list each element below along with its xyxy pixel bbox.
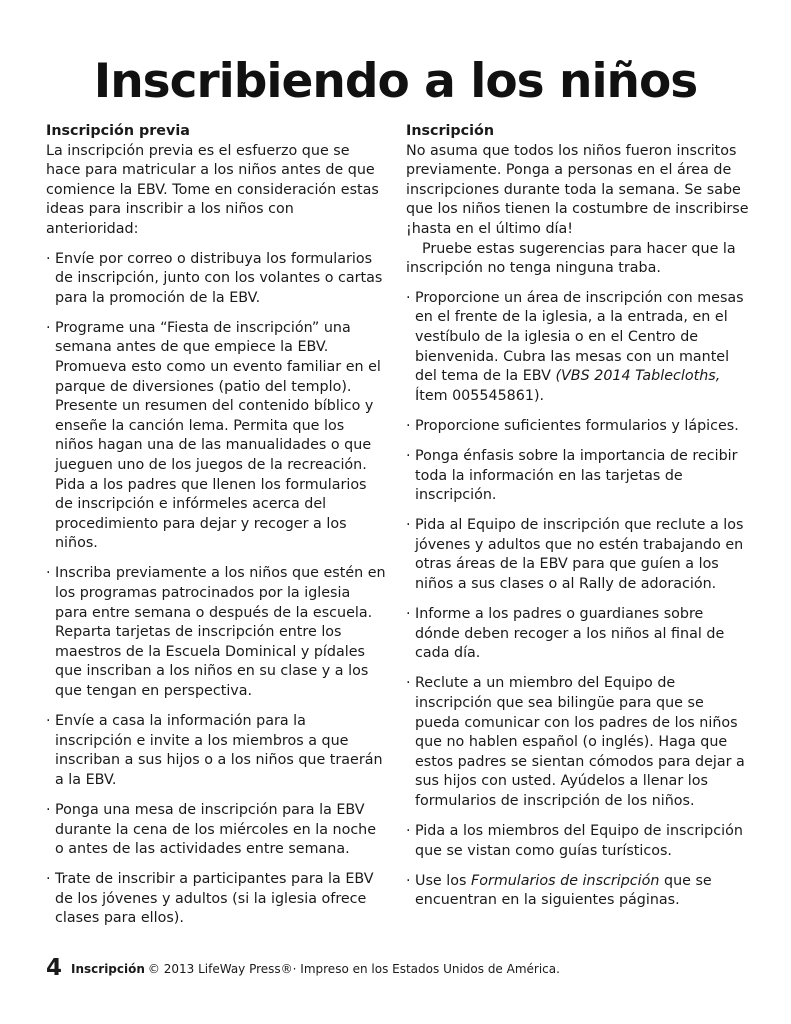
list-item-text-part: Use los bbox=[415, 872, 471, 889]
list-item-text bbox=[415, 290, 744, 404]
list-item bbox=[406, 822, 751, 861]
list-item bbox=[406, 674, 751, 811]
bullet-icon: · bbox=[406, 447, 411, 464]
preregistration-intro: La inscripción previa es el esfuerzo que se hace para matricular a los niños antes de que comience la EBV. Tome en consideración estas ideas para inscribir a los niños con anterioridad: bbox=[46, 142, 379, 237]
list-item bbox=[406, 516, 751, 594]
list-item-text: Trate de inscribir a participantes para la EBV de los jóvenes y adultos (si la iglesia ofrece clases para ellos). bbox=[55, 871, 374, 927]
list-item bbox=[406, 289, 751, 407]
page-title: Inscribiendo a los niños bbox=[93, 54, 698, 109]
list-item-text: Ponga una mesa de inscripción para la EBV durante la cena de los miércoles en la noche o antes de las actividades entre semana. bbox=[55, 802, 377, 858]
list-item bbox=[46, 319, 386, 554]
bullet-icon: · bbox=[46, 713, 51, 730]
bullet-icon: · bbox=[46, 871, 51, 888]
list-item bbox=[46, 712, 386, 790]
list-item bbox=[406, 605, 751, 664]
list-item-text-part: que se encuentran en la siguientes páginas. bbox=[415, 872, 712, 909]
list-item-text: Reclute a un miembro del Equipo de inscripción que sea bilingüe para que se pueda comunicar con los padres de los niños que no hablen español (o inglés). Haga que estos padres se sientan cómodos para dejar a sus hijos con usted. Ayúdelos a llenar los formularios de inscripción de los niños. bbox=[415, 675, 745, 809]
list-item-text: Envíe a casa la información para la inscripción e invite a los miembros a que inscriban a sus hijos o a los niños que traerán a la EBV. bbox=[55, 713, 383, 788]
list-item bbox=[46, 801, 386, 860]
list-item-text: Proporcione suficientes formularios y lápices. bbox=[415, 417, 739, 434]
bullet-icon: · bbox=[406, 417, 411, 434]
product-name: (VBS 2014 Tablecloths, bbox=[555, 368, 721, 385]
bullet-icon: · bbox=[46, 802, 51, 818]
list-item bbox=[46, 870, 386, 929]
bullet-icon: · bbox=[406, 872, 411, 889]
list-item bbox=[406, 872, 751, 911]
bullet-icon: · bbox=[46, 250, 51, 267]
footer-section: Inscripción bbox=[71, 962, 145, 976]
list-item bbox=[406, 417, 751, 437]
list-item-text: Inscriba previamente a los niños que estén en los programas patrocinados por la iglesia para entre semana o después de la escuela. Reparta tarjetas de inscripción entre los maestros de la Escuela Dominical y pídales que inscriban a los niños en su clase y a los que tengan en perspectiva. bbox=[55, 565, 386, 700]
bullet-icon: · bbox=[46, 319, 51, 336]
list-item-text bbox=[415, 873, 712, 909]
copyright-text: © 2013 LifeWay Press®· Impreso en los Estados Unidos de América. bbox=[147, 962, 560, 976]
preregistration-heading: Inscripción previa bbox=[46, 123, 190, 139]
left-column bbox=[46, 122, 386, 940]
preregistration-list bbox=[46, 250, 386, 930]
item-number: Ítem 005545861). bbox=[415, 387, 545, 404]
list-item bbox=[406, 447, 751, 506]
bullet-icon: · bbox=[406, 517, 411, 534]
bullet-icon: · bbox=[46, 565, 51, 582]
list-item-text: Envíe por correo o distribuya los formularios de inscripción, junto con los volantes o cartas para la promoción de la EBV. bbox=[55, 250, 383, 306]
bullet-icon: · bbox=[406, 675, 411, 692]
page-number: 4 bbox=[46, 955, 63, 981]
bullet-icon: · bbox=[406, 289, 411, 306]
bullet-icon: · bbox=[406, 606, 411, 623]
list-item-text-part: Proporcione un área de inscripción con mesas en el frente de la iglesia, a la entrada, en el vestíbulo de la iglesia o en el Centro de bienvenida. Cubra las mesas con un mantel del tema de la EBV bbox=[415, 289, 744, 385]
registration-intro: No asuma que todos los niños fueron inscritos previamente. Ponga a personas en el área de inscripciones durante toda la semana. Se sabe que los niños tienen la costumbre de inscribirse ¡hasta en el último día! bbox=[406, 142, 749, 237]
right-column bbox=[406, 122, 751, 921]
list-item-text: Pida al Equipo de inscripción que reclute a los jóvenes y adultos que no estén trabajando en otras áreas de la EBV para que guíen a los niños a sus clases o al Rally de adoración. bbox=[415, 517, 744, 592]
bullet-icon: · bbox=[406, 823, 411, 839]
registration-intro-2: Pruebe estas sugerencias para hacer que la inscripción no tenga ninguna traba. bbox=[406, 240, 736, 277]
forms-title: Formularios de inscripción bbox=[470, 872, 660, 889]
list-item-text: Informe a los padres o guardianes sobre dónde deben recoger a los niños al final de cada día. bbox=[415, 606, 725, 662]
registration-heading: Inscripción bbox=[406, 123, 495, 139]
list-item-text: Ponga énfasis sobre la importancia de recibir toda la información en las tarjetas de inscripción. bbox=[415, 447, 738, 504]
list-item bbox=[46, 250, 386, 309]
registration-list bbox=[406, 289, 751, 911]
page-footer bbox=[46, 956, 560, 981]
list-item-text: Pida a los miembros del Equipo de inscripción que se vistan como guías turísticos. bbox=[415, 823, 743, 859]
list-item bbox=[46, 564, 386, 701]
list-item-text: Programe una “Fiesta de inscripción” una semana antes de que empiece la EBV. Promueva esto como un evento familiar en el parque de diversiones (patio del templo). Presente un resumen del contenido bíblico y enseñe la canción lema. Permita que los niños hagan una de las manualidades o que jueguen uno de los juegos de la recreación. Pida a los padres que llenen los formularios de inscripción e infórmeles acerca del procedimiento para dejar y recoger a los niños. bbox=[55, 319, 381, 552]
